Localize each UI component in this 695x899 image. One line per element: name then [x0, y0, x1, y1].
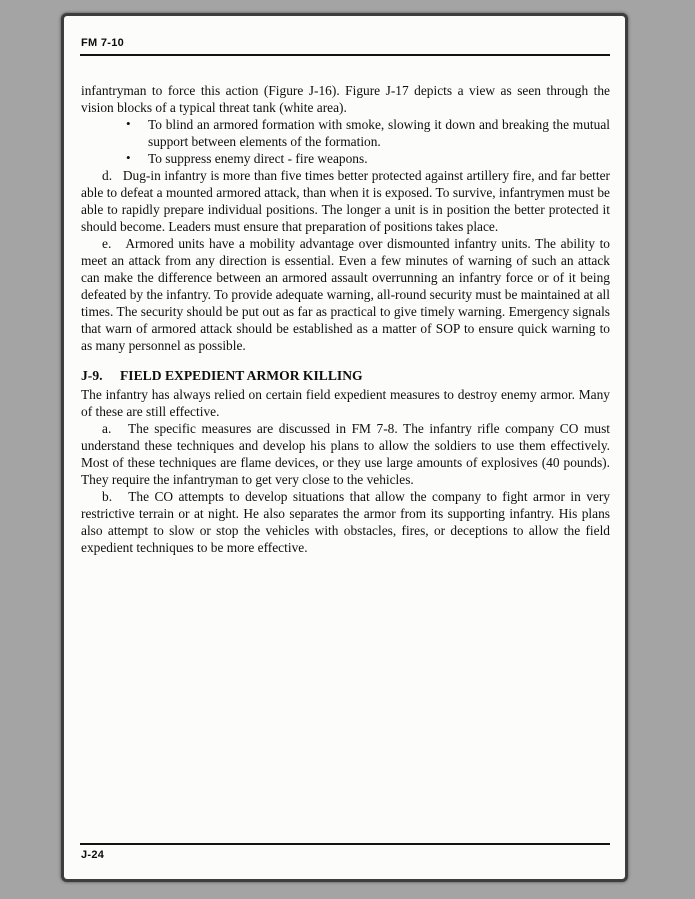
page-footer [80, 843, 610, 861]
footer-rule [80, 843, 610, 845]
section-number: J-9. [81, 368, 103, 383]
header-rule [80, 54, 610, 56]
bullet-icon: • [126, 150, 131, 165]
page-header [80, 37, 610, 56]
paragraph-e: e. Armored units have a mobility advantage over dismounted infantry units. The ability to meet an attack from any direction is essential. Even a few minutes of warning of such an attack can make the difference between an armored assault overrunning an infantry force or of it being defeated by the infantry. To provide adequate warning, all-round security must be maintained at all times. The security should be put out as far as practical to give timely warning. Emergency signals that warn of armored attack should be established as a matter of SOP to ensure quick warning to as many personnel as possible. [81, 236, 610, 353]
paragraph-b: b. The CO attempts to develop situations that allow the company to fight armor in very restrictive terrain or at night. He also separates the armor from its supporting infantry. His plans also attempt to slow or stop the vehicles with obstacles, fires, or deceptions to allow the field expedient techniques to be more effective. [81, 489, 610, 555]
section-title: FIELD EXPEDIENT ARMOR KILLING [120, 368, 363, 383]
header-title: FM 7-10 [81, 37, 125, 49]
paragraph-d: d. Dug-in infantry is more than five times better protected against artillery fire, and far better able to defeat a mounted armored attack, than when it is exposed. To survive, infantrymen must be able to rapidly prepare individual positions. The longer a unit is in position the better protected it should become. Leaders must ensure that preparation of positions takes place. [81, 168, 610, 234]
bullet-item [81, 116, 610, 150]
bullet-icon: • [126, 116, 131, 131]
page-content [81, 82, 610, 556]
section-heading [81, 367, 610, 384]
footer-label: J-24 [81, 849, 105, 861]
document-page [61, 13, 628, 882]
bullet-item [81, 150, 610, 167]
bullet-text: To blind an armored formation with smoke, slowing it down and breaking the mutual support between elements of the formation. [148, 117, 610, 149]
section-intro: The infantry has always relied on certain field expedient measures to destroy enemy armor. Many of these are still effective. [81, 387, 610, 419]
bullet-text: To suppress enemy direct - fire weapons. [148, 151, 368, 166]
paragraph-continuation: infantryman to force this action (Figure J-16). Figure J-17 depicts a view as seen through the vision blocks of a typical threat tank (white area). [81, 83, 610, 115]
paragraph-a: a. The specific measures are discussed in FM 7-8. The infantry rifle company CO must understand these techniques and develop his plans to allow the soldiers to use them effectively. Most of these techniques are flame devices, or they use large amounts of explosives (40 pounds). They require the infantryman to get very close to the vehicles. [81, 421, 610, 487]
